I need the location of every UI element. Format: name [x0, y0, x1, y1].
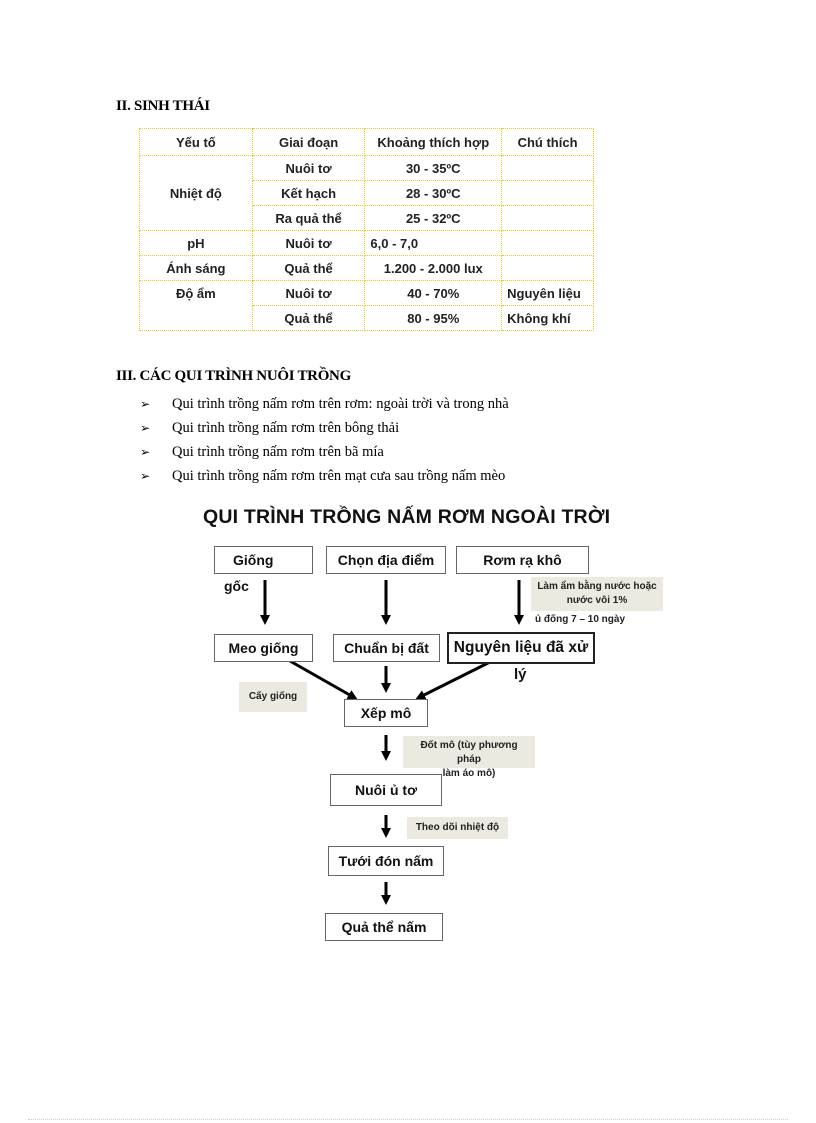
- table-cell-stage: Quả thể: [252, 256, 365, 281]
- table-cell-stage: Quả thể: [252, 306, 365, 331]
- box-rom-ra-kho: Rơm rạ khô: [456, 546, 589, 574]
- arrow-nguyen-lieu-to-xep-mo: [418, 662, 490, 698]
- flowchart-title: QUI TRÌNH TRỒNG NẤM RƠM NGOÀI TRỜI: [203, 506, 611, 528]
- box-giong: Giống: [214, 546, 313, 574]
- table-cell-factor: pH: [140, 231, 253, 256]
- note-dot-mo-line1: Đốt mô (tùy phương pháp: [420, 740, 518, 765]
- table-header-cell: Giai đoạn: [252, 129, 365, 156]
- note-cay-giong: Cấy giống: [239, 682, 307, 712]
- note-lam-am-line2: nước vôi 1%: [566, 595, 628, 606]
- box-chon-dia-diem: Chọn địa điểm: [326, 546, 446, 574]
- list-item-text: Qui trình trồng nấm rơm trên rơm: ngoài trời và trong nhà: [172, 395, 509, 412]
- table-header-cell: Khoảng thích hợp: [365, 129, 502, 156]
- table-cell-range: 6,0 - 7,0: [365, 231, 502, 256]
- box-nguyen-lieu-suffix: lý: [514, 666, 527, 683]
- table-cell-range: 28 - 30ºC: [365, 181, 502, 206]
- box-qua-the-nam: Quả thể nấm: [325, 913, 443, 941]
- box-tuoi-don-nam: Tưới đón nấm: [328, 846, 444, 876]
- box-xep-mo: Xếp mô: [344, 699, 428, 727]
- table-cell-stage: Nuôi tơ: [252, 231, 365, 256]
- arrowhead-bullet-icon: ➢: [140, 421, 151, 435]
- table-cell-stage: Nuôi tơ: [252, 156, 365, 181]
- arrowhead-bullet-icon: ➢: [140, 469, 151, 483]
- box-giong-suffix: gốc: [224, 578, 249, 594]
- note-lam-am: [531, 577, 663, 611]
- box-chuan-bi-dat: Chuẩn bị đất: [333, 634, 440, 662]
- table-cell-factor: Ánh sáng: [140, 256, 253, 281]
- list-item-text: Qui trình trồng nấm rơm trên mạt cưa sau trồng nấm mèo: [172, 467, 506, 484]
- table-cell-range: 80 - 95%: [365, 306, 502, 331]
- note-theo-doi: Theo dõi nhiệt độ: [407, 817, 508, 839]
- section-3-heading: III. CÁC QUI TRÌNH NUÔI TRỒNG: [116, 368, 351, 384]
- arrowhead-bullet-icon: ➢: [140, 397, 151, 411]
- table-header-cell: Chú thích: [502, 129, 594, 156]
- list-item-text: Qui trình trồng nấm rơm trên bông thải: [172, 419, 400, 436]
- table-cell-note: Nguyên liệu: [502, 281, 594, 306]
- table-cell-factor: Độ ẩm: [140, 281, 253, 331]
- table-cell-range: 30 - 35ºC: [365, 156, 502, 181]
- note-dot-mo-line2: làm áo mô): [442, 768, 496, 779]
- page-footer-divider: [28, 1119, 788, 1120]
- table-cell-factor: Nhiệt độ: [140, 156, 253, 231]
- table-cell-range: 40 - 70%: [365, 281, 502, 306]
- table-cell-note: Không khí: [502, 306, 594, 331]
- table-header-cell: Yếu tố: [140, 129, 253, 156]
- table-cell-stage: Ra quả thể: [252, 206, 365, 231]
- table-cell-stage: Kết hạch: [252, 181, 365, 206]
- list-item-text: Qui trình trồng nấm rơm trên bã mía: [172, 443, 384, 460]
- note-lam-am-line1: Làm ẩm bằng nước hoặc: [537, 581, 657, 592]
- section-2-heading: II. SINH THÁI: [116, 98, 210, 114]
- table-cell-range: 1.200 - 2.000 lux: [365, 256, 502, 281]
- box-nuoi-u-to: Nuôi ủ tơ: [330, 774, 442, 806]
- arrowhead-bullet-icon: ➢: [140, 445, 151, 459]
- table-cell-range: 25 - 32ºC: [365, 206, 502, 231]
- box-meo-giong: Meo giống: [214, 634, 313, 662]
- note-dot-mo: [403, 736, 535, 779]
- box-nguyen-lieu: Nguyên liệu đã xử: [447, 632, 595, 664]
- note-u-dong: ủ đống 7 – 10 ngày: [535, 614, 626, 625]
- table-cell-stage: Nuôi tơ: [252, 281, 365, 306]
